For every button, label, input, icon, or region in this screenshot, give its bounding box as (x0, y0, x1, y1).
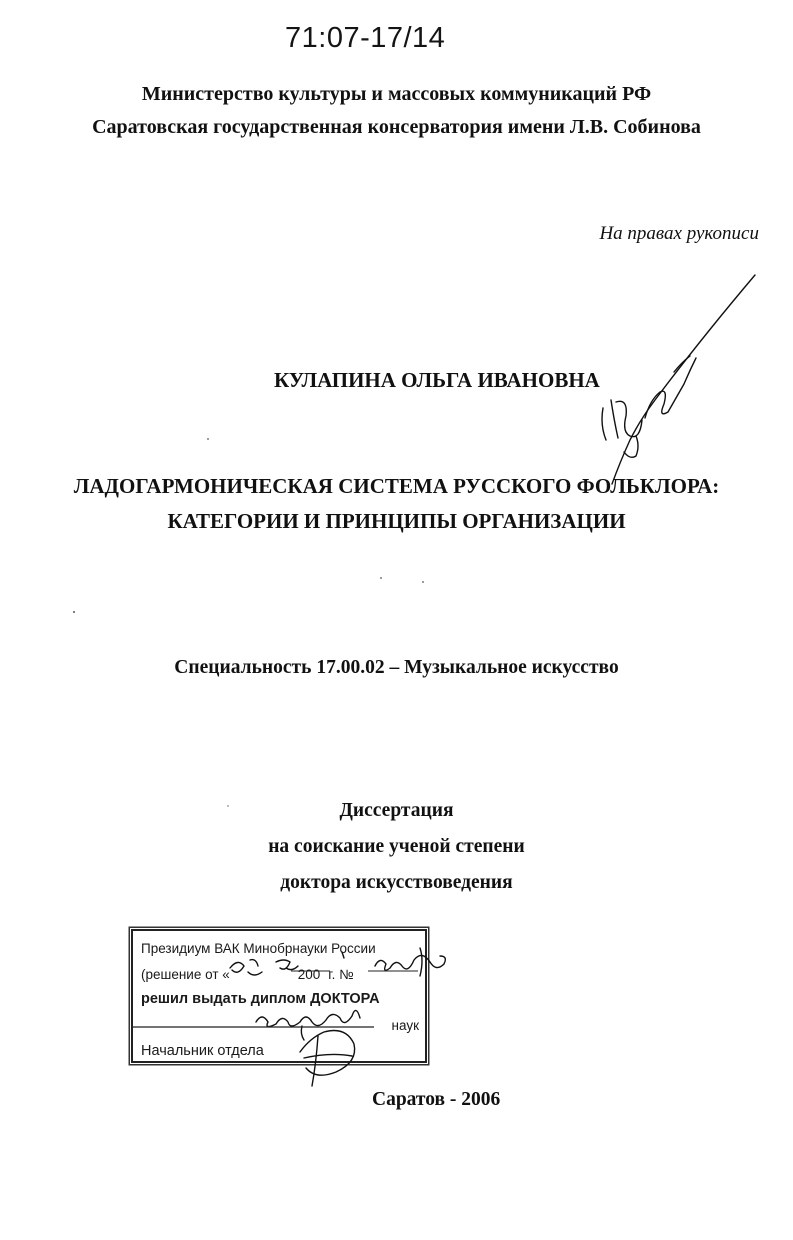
author-signature (602, 275, 755, 484)
ministry-name: Министерство культуры и массовых коммуникаций РФ (141, 83, 652, 105)
scan-specks (73, 438, 424, 807)
manuscript-note: На правах рукописи (599, 223, 759, 244)
stamp-handwriting (230, 948, 445, 1086)
dissertation-label: Диссертация (339, 800, 454, 821)
degree-name: доктора искусствоведения (280, 872, 513, 893)
stamp-presidium: Президиум ВАК Минобрнауки России (141, 941, 376, 956)
stamp-diploma-decision: решил выдать диплом ДОКТОРА (141, 991, 380, 1007)
archive-code: 71:07-17/14 (285, 22, 446, 54)
degree-purpose: на соискание ученой степени (268, 836, 525, 857)
author-name: КУЛАПИНА ОЛЬГА ИВАНОВНА (274, 368, 600, 392)
specialty: Специальность 17.00.02 – Музыкальное искусство (174, 657, 619, 678)
stamp-decision-prefix: (решение от « (141, 967, 230, 982)
conservatory-name: Саратовская государственная консерватория имени Л.В. Собинова (92, 116, 701, 138)
stamp-department-head: Начальник отдела (141, 1043, 264, 1059)
city-year: Саратов - 2006 (372, 1089, 501, 1110)
stamp-science-field: наук (391, 1018, 419, 1033)
stamp-decision-year: 200 (297, 967, 321, 982)
thesis-title-line-2: КАТЕГОРИИ И ПРИНЦИПЫ ОРГАНИЗАЦИИ (167, 509, 626, 533)
stamp-decision-number-label: г. № (328, 967, 354, 982)
thesis-title-line-1: ЛАДОГАРМОНИЧЕСКАЯ СИСТЕМА РУССКОГО ФОЛЬКЛОРА: (73, 474, 720, 498)
